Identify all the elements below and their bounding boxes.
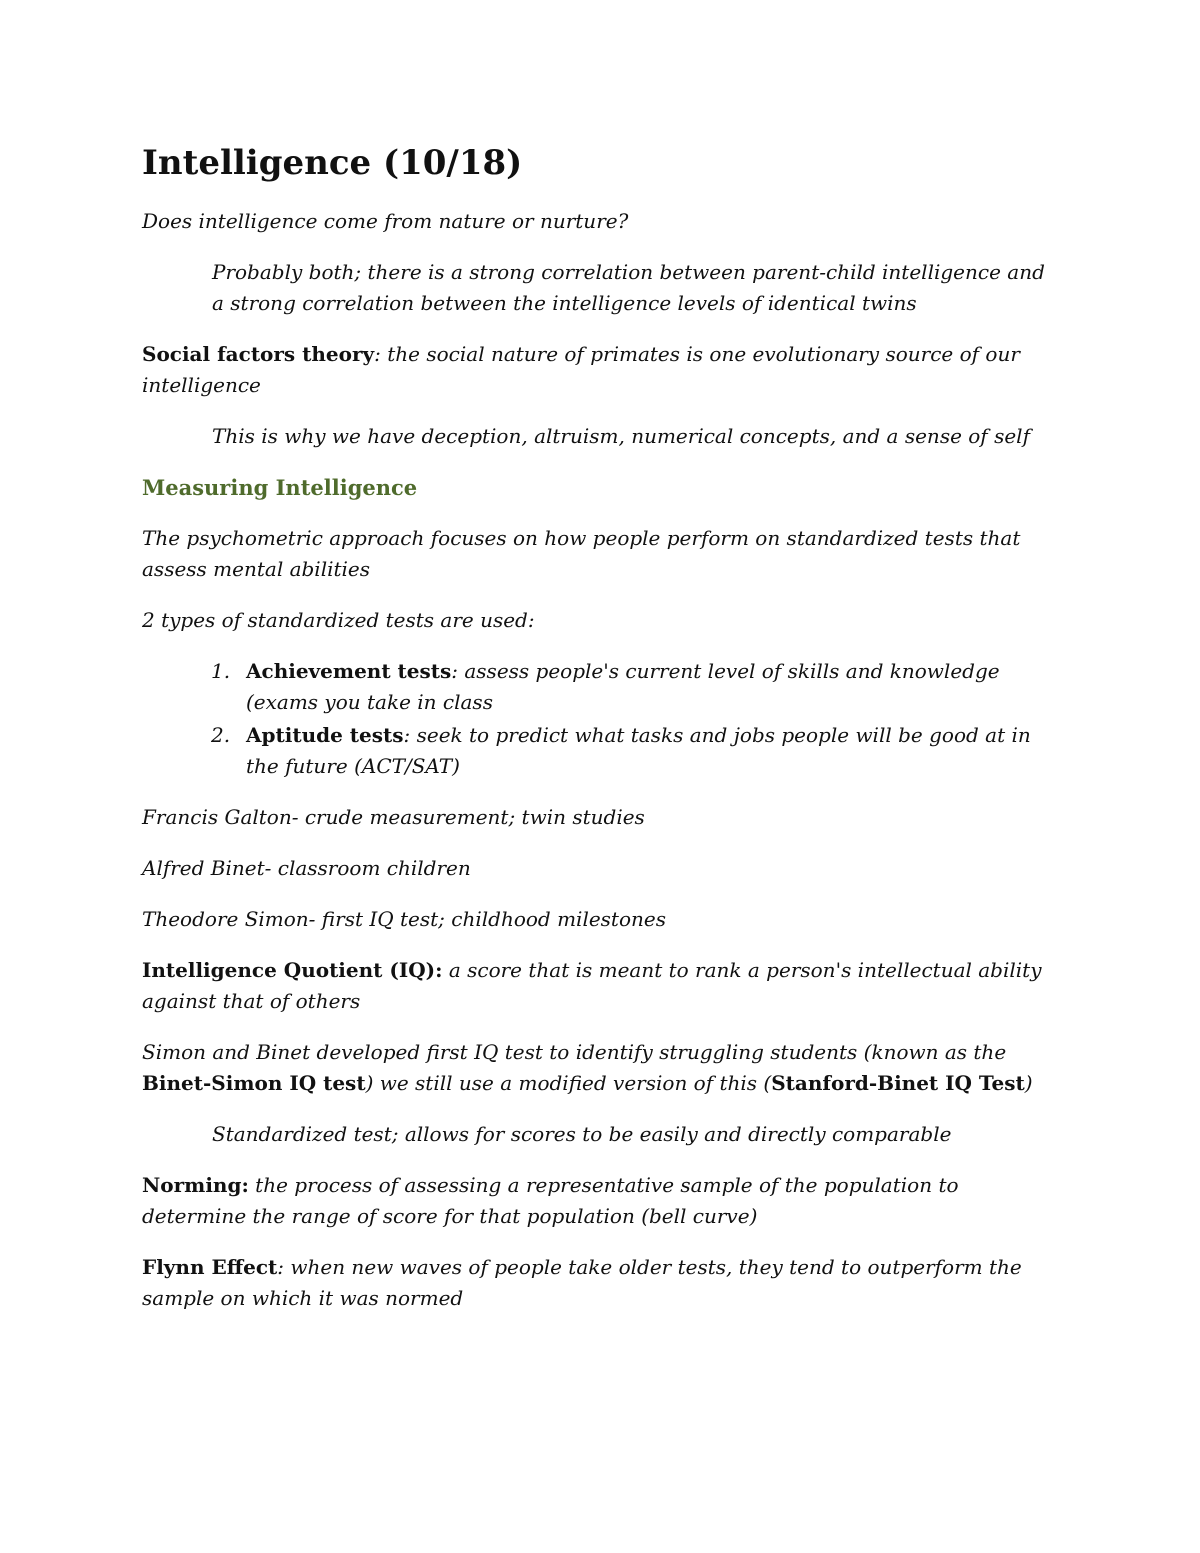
person-galton: Francis Galton- crude measurement; twin studies: [142, 805, 645, 829]
answer-paragraph: Probably both; there is a strong correlation between parent-child intelligence and a strong correlation between the intelligence levels of identical twins: [212, 260, 1045, 315]
iq-definition: a score that is meant to rank a person's intellectual ability against that of others: [142, 958, 1042, 1013]
stanford-binet-term: Stanford-Binet IQ Test: [771, 1071, 1025, 1095]
section-heading: Measuring Intelligence: [142, 475, 418, 500]
iq-term: Intelligence Quotient (IQ):: [142, 958, 443, 982]
standardized-note: Standardized test; allows for scores to be easily and directly comparable: [212, 1122, 952, 1146]
list-definition: : assess people's current level of skills and knowledge (exams you take in class: [246, 659, 1000, 714]
norming-term: Norming:: [142, 1173, 249, 1197]
psychometric-paragraph: The psychometric approach focuses on how people perform on standardized tests that assess mental abilities: [142, 526, 1021, 581]
person-binet: Alfred Binet- classroom children: [142, 856, 471, 880]
question-paragraph: Does intelligence come from nature or nurture?: [142, 209, 629, 233]
norming-definition: the process of assessing a representative sample of the population to determine the range of score for that population (bell curve): [142, 1173, 959, 1228]
flynn-term: Flynn Effect: [142, 1255, 278, 1279]
flynn-paragraph: [142, 1252, 1060, 1314]
test-types-list: [142, 656, 1060, 782]
norming-paragraph: [142, 1170, 1060, 1232]
social-factors-definition: : the social nature of primates is one evolutionary source of our intelligence: [142, 342, 1020, 397]
social-factors-note: This is why we have deception, altruism, numerical concepts, and a sense of self: [212, 424, 1030, 448]
social-factors-paragraph: [142, 339, 1060, 401]
list-item: [211, 720, 1060, 782]
binet-simon-paragraph: [142, 1037, 1060, 1099]
flynn-definition: : when new waves of people take older tests, they tend to outperform the sample on which it was normed: [142, 1255, 1022, 1310]
social-factors-term: Social factors theory: [142, 342, 375, 366]
types-intro: 2 types of standardized tests are used:: [142, 608, 535, 632]
list-item: [211, 656, 1060, 718]
list-number: 2.: [211, 723, 231, 747]
list-term: Achievement tests: [246, 659, 452, 683]
binet-text-2: ) we still use a modified version of this (: [365, 1071, 772, 1095]
binet-simon-term: Binet-Simon IQ test: [142, 1071, 366, 1095]
iq-paragraph: [142, 955, 1060, 1017]
list-number: 1.: [211, 659, 231, 683]
list-definition: : seek to predict what tasks and jobs people will be good at in the future (ACT/SAT): [246, 723, 1031, 778]
binet-text-1: Simon and Binet developed first IQ test to identify struggling students (known as the: [142, 1040, 1007, 1064]
page-title: Intelligence (10/18): [142, 143, 523, 183]
list-term: Aptitude tests: [246, 723, 404, 747]
person-simon: Theodore Simon- first IQ test; childhood milestones: [142, 907, 666, 931]
binet-text-3: ): [1024, 1071, 1033, 1095]
